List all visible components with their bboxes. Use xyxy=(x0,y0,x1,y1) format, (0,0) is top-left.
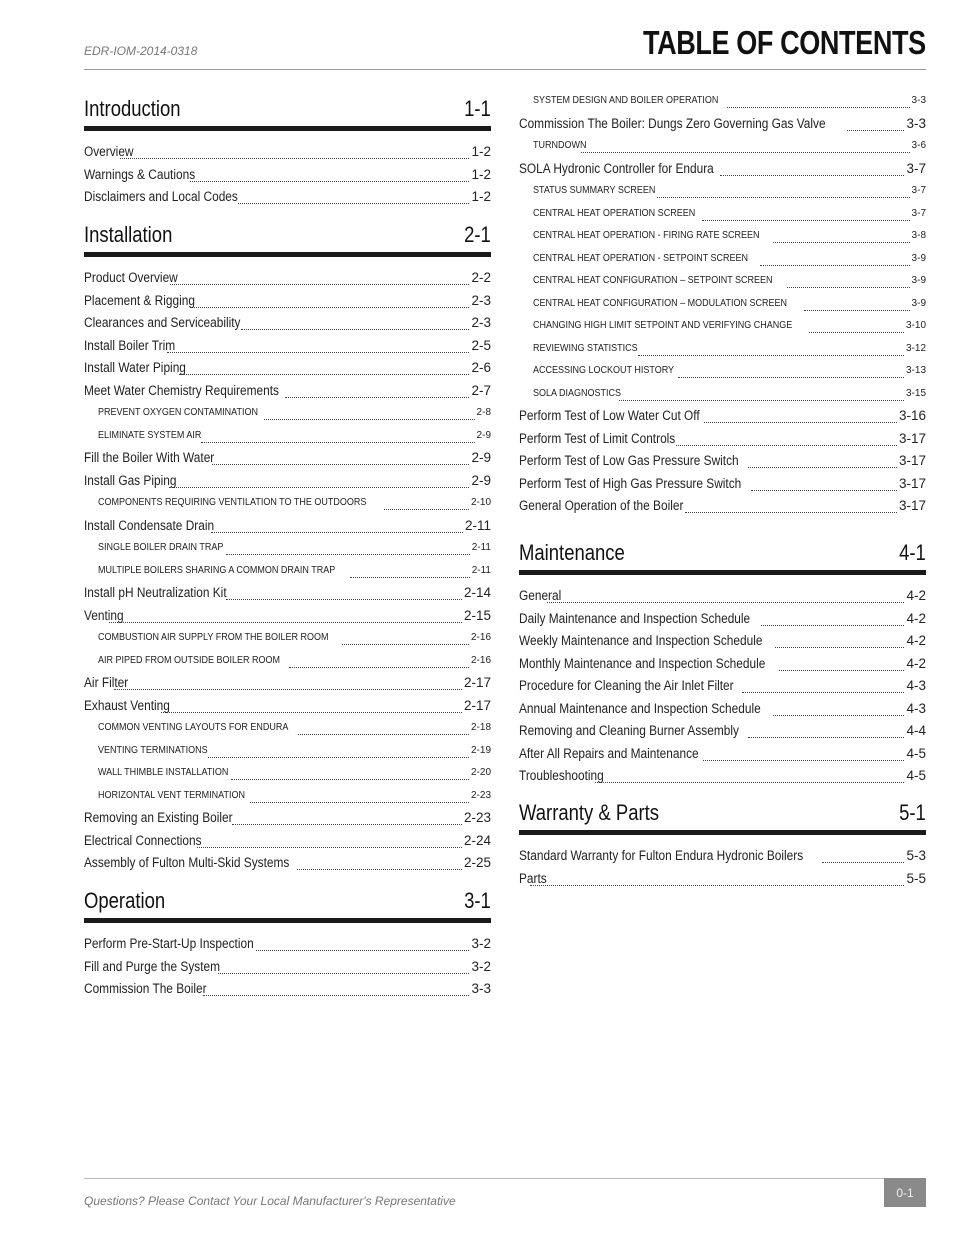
section-page-number: 3-1 xyxy=(464,888,491,913)
toc-entry-page: 2-10 xyxy=(470,497,491,508)
dot-leader xyxy=(702,220,910,221)
toc-entry-label: Exhaust Venting xyxy=(84,697,170,713)
dot-leader xyxy=(804,310,910,311)
toc-entry-label: Electrical Connections xyxy=(84,832,202,848)
toc-entry-page: 3-17 xyxy=(898,430,926,446)
section-title[interactable]: Warranty & Parts xyxy=(519,800,660,825)
section-title[interactable]: Introduction xyxy=(84,96,181,121)
toc-entry-label: Disclaimers and Local Codes xyxy=(84,189,238,204)
toc-entry-page: 2-17 xyxy=(463,675,491,690)
section-page-number: 2-1 xyxy=(464,222,491,247)
toc-entry-page: 4-2 xyxy=(906,655,926,671)
dot-leader xyxy=(676,445,897,446)
toc-entry-page: 2-6 xyxy=(471,360,491,375)
dot-leader xyxy=(256,950,469,951)
toc-entry-label: Overview xyxy=(84,144,134,159)
toc-subentry[interactable] xyxy=(533,320,926,336)
toc-entry-label: CENTRAL HEAT CONFIGURATION – SETPOINT SCREEN xyxy=(533,275,773,286)
dot-leader xyxy=(727,107,909,108)
dot-leader xyxy=(342,644,469,645)
dot-leader xyxy=(289,667,469,668)
toc-subentry[interactable] xyxy=(533,253,926,269)
toc-entry-label: COMPONENTS REQUIRING VENTILATION TO THE OUTDOORS xyxy=(98,497,367,508)
toc-entry-label: Troubleshooting xyxy=(519,768,604,783)
toc-entry-label: SOLA Hydronic Controller for Endura xyxy=(519,160,714,176)
toc-entry-label: Removing an Existing Boiler xyxy=(84,810,233,825)
toc-subentry[interactable] xyxy=(98,565,491,581)
toc-entry-label: Warnings & Cautions xyxy=(84,166,196,182)
toc-entry-page: 3-10 xyxy=(905,320,926,331)
toc-entry-label: SINGLE BOILER DRAIN TRAP xyxy=(98,542,224,553)
toc-entry-page: 4-5 xyxy=(906,768,926,783)
dot-leader xyxy=(822,862,905,863)
toc-entry-page: 2-24 xyxy=(463,832,491,848)
dot-leader xyxy=(226,599,462,600)
toc-entry-label: Fill the Boiler With Water xyxy=(84,450,215,465)
toc-entry[interactable] xyxy=(519,678,926,698)
toc-entry-page: 3-3 xyxy=(911,95,926,106)
toc-entry-page: 4-3 xyxy=(906,678,926,693)
toc-entry[interactable] xyxy=(84,675,491,695)
toc-entry[interactable] xyxy=(84,698,491,718)
toc-entry-label: Perform Test of Limit Controls xyxy=(519,430,676,446)
toc-entry-page: 3-9 xyxy=(911,297,926,309)
dot-leader xyxy=(619,400,904,401)
toc-entry-page: 1-2 xyxy=(471,144,491,159)
dot-leader xyxy=(226,554,470,555)
toc-entry-page: 3-2 xyxy=(471,936,491,951)
footer-contact-text: Questions? Please Contact Your Local Manufacturer's Representative xyxy=(84,1194,456,1208)
toc-entry-page: 2-9 xyxy=(471,472,491,488)
toc-entry-page: 3-2 xyxy=(471,958,491,974)
toc-entry-label: Removing and Cleaning Burner Assembly xyxy=(519,723,739,738)
toc-entry[interactable] xyxy=(84,855,491,875)
toc-entry-page: 3-7 xyxy=(906,160,926,176)
toc-entry[interactable] xyxy=(84,144,491,164)
toc-entry-page: 5-5 xyxy=(906,870,926,886)
toc-entry-label: ELIMINATE SYSTEM AIR xyxy=(98,429,202,441)
toc-entry-label: CENTRAL HEAT OPERATION SCREEN xyxy=(533,207,696,219)
toc-subentry[interactable] xyxy=(533,230,926,246)
dot-leader xyxy=(704,422,897,423)
toc-entry-label: TURNDOWN xyxy=(533,140,587,151)
toc-entry-label: Install pH Neutralization Kit xyxy=(84,585,227,600)
toc-subentry[interactable] xyxy=(98,542,491,558)
toc-entry[interactable] xyxy=(519,633,926,653)
dot-leader xyxy=(809,332,904,333)
toc-subentry[interactable] xyxy=(98,632,491,648)
toc-entry-page: 3-16 xyxy=(898,408,926,423)
toc-entry[interactable] xyxy=(519,746,926,766)
toc-entry-label: WALL THIMBLE INSTALLATION xyxy=(98,767,229,778)
toc-entry-label: Daily Maintenance and Inspection Schedule xyxy=(519,610,751,626)
toc-entry-page: 2-3 xyxy=(471,315,491,330)
toc-entry-label: Weekly Maintenance and Inspection Schedule xyxy=(519,633,763,648)
dot-leader xyxy=(773,715,904,716)
toc-entry-label: MULTIPLE BOILERS SHARING A COMMON DRAIN TRAP xyxy=(98,564,336,576)
dot-leader xyxy=(742,692,904,693)
section-page-number: 4-1 xyxy=(899,540,926,565)
section-heading xyxy=(519,538,926,575)
toc-entry[interactable] xyxy=(84,981,491,1001)
dot-leader xyxy=(114,689,462,690)
toc-entry-label: PREVENT OXYGEN CONTAMINATION xyxy=(98,407,259,418)
toc-entry-page: 2-20 xyxy=(470,767,491,778)
toc-entry-label: Commission The Boiler: Dungs Zero Governing Gas Valve xyxy=(519,115,826,131)
toc-entry-page: 4-3 xyxy=(906,700,926,716)
toc-entry-page: 2-16 xyxy=(470,654,491,666)
toc-subentry[interactable] xyxy=(98,497,491,513)
toc-subentry[interactable] xyxy=(533,388,926,404)
dot-leader xyxy=(212,464,470,465)
dot-leader xyxy=(685,512,897,513)
toc-subentry[interactable] xyxy=(98,407,491,423)
toc-entry-label: Perform Test of Low Water Cut Off xyxy=(519,408,700,423)
dot-leader xyxy=(530,885,904,886)
toc-entry[interactable] xyxy=(519,723,926,743)
section-title[interactable]: Maintenance xyxy=(519,540,625,565)
toc-entry-label: Procedure for Cleaning the Air Inlet Filter xyxy=(519,678,734,693)
section-page-number: 5-1 xyxy=(899,800,926,825)
toc-subentry[interactable] xyxy=(533,365,926,381)
section-page-number: 1-1 xyxy=(464,96,491,121)
toc-entry[interactable] xyxy=(84,270,491,290)
dot-leader xyxy=(250,802,469,803)
dot-leader xyxy=(547,602,905,603)
toc-entry-page: 3-12 xyxy=(905,342,926,354)
dot-leader xyxy=(748,467,897,468)
toc-entry-page: 4-2 xyxy=(906,588,926,603)
toc-entry-label: Install Boiler Trim xyxy=(84,337,176,353)
dot-leader xyxy=(847,130,904,131)
dot-leader xyxy=(179,374,469,375)
section-heading xyxy=(519,798,926,835)
dot-leader xyxy=(231,779,469,780)
toc-entry[interactable] xyxy=(519,116,926,136)
toc-entry-label: CENTRAL HEAT OPERATION - SETPOINT SCREEN xyxy=(533,252,749,264)
toc-entry[interactable] xyxy=(519,656,926,676)
toc-entry-label: Install Gas Piping xyxy=(84,472,177,488)
toc-entry-page: 2-19 xyxy=(470,744,491,756)
toc-entry-page: 2-18 xyxy=(470,722,491,733)
dot-leader xyxy=(190,181,470,182)
toc-entry-label: Annual Maintenance and Inspection Schedule xyxy=(519,700,761,716)
toc-entry-page: 4-2 xyxy=(906,633,926,648)
dot-leader xyxy=(761,625,904,626)
dot-leader xyxy=(581,152,910,153)
footer-divider xyxy=(84,1178,926,1179)
dot-leader xyxy=(285,397,469,398)
toc-entry[interactable] xyxy=(519,848,926,868)
dot-leader xyxy=(238,203,469,204)
toc-entry-page: 3-17 xyxy=(898,498,926,513)
toc-entry-page: 2-8 xyxy=(476,407,491,418)
toc-entry-page: 4-2 xyxy=(906,610,926,626)
toc-subentry[interactable] xyxy=(98,430,491,446)
dot-leader xyxy=(720,175,905,176)
toc-entry-page: 3-3 xyxy=(471,981,491,996)
toc-entry-page: 4-4 xyxy=(906,723,926,738)
dot-leader xyxy=(167,352,469,353)
toc-entry-label: Venting xyxy=(84,607,124,623)
dot-leader xyxy=(384,509,469,510)
toc-entry-label: COMMON VENTING LAYOUTS FOR ENDURA xyxy=(98,722,289,733)
toc-entry-page: 2-25 xyxy=(463,855,491,870)
dot-leader xyxy=(595,782,905,783)
toc-entry[interactable] xyxy=(519,588,926,608)
toc-subentry[interactable] xyxy=(98,722,491,738)
toc-entry[interactable] xyxy=(84,338,491,358)
toc-entry-label: Placement & Rigging xyxy=(84,292,195,308)
toc-entry-page: 2-14 xyxy=(463,585,491,600)
toc-entry[interactable] xyxy=(519,408,926,428)
dot-leader xyxy=(197,847,462,848)
dot-leader xyxy=(190,307,470,308)
toc-entry-label: Product Overview xyxy=(84,270,178,285)
toc-entry-page: 2-11 xyxy=(464,517,491,533)
dot-leader xyxy=(161,712,462,713)
dot-leader xyxy=(218,973,469,974)
section-title[interactable]: Installation xyxy=(84,222,173,247)
dot-leader xyxy=(748,737,904,738)
toc-entry-label: Standard Warranty for Fulton Endura Hydronic Boilers xyxy=(519,848,804,863)
toc-entry[interactable] xyxy=(84,959,491,979)
section-heading xyxy=(84,94,491,131)
dot-leader xyxy=(109,622,462,623)
dot-leader xyxy=(678,377,904,378)
toc-entry[interactable] xyxy=(84,167,491,187)
toc-subentry[interactable] xyxy=(533,140,926,156)
toc-entry-page: 1-2 xyxy=(471,166,491,182)
dot-leader xyxy=(297,869,462,870)
dot-leader xyxy=(208,757,469,758)
dot-leader xyxy=(203,995,470,996)
toc-entry[interactable] xyxy=(84,450,491,470)
toc-entry-label: Perform Pre-Start-Up Inspection xyxy=(84,936,254,951)
dot-leader xyxy=(773,242,910,243)
toc-entry-page: 2-23 xyxy=(470,789,491,801)
toc-entry-label: Perform Test of High Gas Pressure Switch xyxy=(519,475,742,491)
toc-entry-label: CENTRAL HEAT CONFIGURATION – MODULATION SCREEN xyxy=(533,297,788,309)
toc-entry-label: Parts xyxy=(519,870,547,886)
dot-leader xyxy=(169,487,470,488)
toc-entry-page: 2-11 xyxy=(471,542,491,553)
toc-subentry[interactable] xyxy=(533,275,926,291)
dot-leader xyxy=(703,760,905,761)
dot-leader xyxy=(241,329,469,330)
toc-entry[interactable] xyxy=(519,768,926,788)
toc-entry-label: After All Repairs and Maintenance xyxy=(519,745,699,761)
toc-entry[interactable] xyxy=(519,161,926,181)
section-heading xyxy=(84,220,491,257)
toc-entry[interactable] xyxy=(519,611,926,631)
toc-entry-label: HORIZONTAL VENT TERMINATION xyxy=(98,789,246,801)
toc-subentry[interactable] xyxy=(98,767,491,783)
toc-entry[interactable] xyxy=(84,293,491,313)
toc-entry[interactable] xyxy=(84,833,491,853)
dot-leader xyxy=(232,824,462,825)
toc-entry[interactable] xyxy=(519,476,926,496)
toc-entry-label: COMBUSTION AIR SUPPLY FROM THE BOILER ROOM xyxy=(98,632,329,643)
toc-entry-page: 5-3 xyxy=(906,848,926,863)
section-title[interactable]: Operation xyxy=(84,888,166,913)
toc-entry-label: Commission The Boiler xyxy=(84,981,207,996)
toc-entry-page: 4-5 xyxy=(906,745,926,761)
toc-entry[interactable] xyxy=(84,189,491,209)
page-number-badge: 0-1 xyxy=(884,1178,926,1207)
dot-leader xyxy=(751,490,897,491)
toc-entry-page: 3-6 xyxy=(911,140,926,151)
toc-entry[interactable] xyxy=(519,498,926,518)
dot-leader xyxy=(657,197,909,198)
dot-leader xyxy=(760,265,909,266)
dot-leader xyxy=(775,647,904,648)
toc-entry-label: Install Water Piping xyxy=(84,360,186,375)
toc-entry-page: 2-15 xyxy=(463,607,491,623)
toc-entry-page: 3-9 xyxy=(911,275,926,286)
toc-entry-label: Clearances and Serviceability xyxy=(84,315,241,330)
dot-leader xyxy=(638,355,904,356)
toc-entry-label: ACCESSING LOCKOUT HISTORY xyxy=(533,365,675,376)
toc-entry[interactable] xyxy=(84,810,491,830)
toc-entry-page: 3-3 xyxy=(906,115,926,131)
toc-entry-page: 2-23 xyxy=(463,810,491,825)
toc-entry-label: STATUS SUMMARY SCREEN xyxy=(533,185,656,196)
dot-leader xyxy=(201,442,474,443)
toc-entry[interactable] xyxy=(84,360,491,380)
toc-entry[interactable] xyxy=(84,585,491,605)
page-title: TABLE OF CONTENTS xyxy=(643,24,926,61)
toc-entry[interactable] xyxy=(84,608,491,628)
toc-entry-label: REVIEWING STATISTICS xyxy=(533,342,638,354)
toc-entry-page: 3-17 xyxy=(898,453,926,468)
toc-entry-label: General xyxy=(519,588,562,603)
dot-leader xyxy=(211,532,463,533)
dot-leader xyxy=(170,284,469,285)
toc-entry-page: 2-9 xyxy=(471,450,491,465)
toc-entry-label: Monthly Maintenance and Inspection Schedule xyxy=(519,655,766,671)
toc-entry[interactable] xyxy=(519,453,926,473)
toc-entry-label: Meet Water Chemistry Requirements xyxy=(84,382,279,398)
toc-subentry[interactable] xyxy=(533,185,926,201)
toc-entry-label: Perform Test of Low Gas Pressure Switch xyxy=(519,453,739,468)
toc-entry-label: AIR PIPED FROM OUTSIDE BOILER ROOM xyxy=(98,654,281,666)
toc-entry-label: Fill and Purge the System xyxy=(84,958,221,974)
dot-leader xyxy=(350,577,470,578)
header-divider xyxy=(84,69,926,70)
toc-entry-label: Assembly of Fulton Multi-Skid Systems xyxy=(84,855,290,870)
toc-entry-page: 2-3 xyxy=(471,292,491,308)
toc-subentry[interactable] xyxy=(98,790,491,806)
dot-leader xyxy=(120,158,470,159)
dot-leader xyxy=(787,287,909,288)
toc-subentry[interactable] xyxy=(98,745,491,761)
section-heading xyxy=(84,886,491,923)
toc-entry-label: CHANGING HIGH LIMIT SETPOINT AND VERIFYING CHANGE xyxy=(533,320,793,331)
document-code: EDR-IOM-2014-0318 xyxy=(84,44,198,58)
toc-subentry[interactable] xyxy=(533,208,926,224)
toc-entry[interactable] xyxy=(519,871,926,891)
toc-entry-label: General Operation of the Boiler xyxy=(519,498,684,513)
toc-entry-page: 3-13 xyxy=(905,365,926,376)
toc-entry-page: 3-17 xyxy=(898,475,926,491)
toc-entry-label: SYSTEM DESIGN AND BOILER OPERATION xyxy=(533,95,719,106)
dot-leader xyxy=(264,419,474,420)
dot-leader xyxy=(298,734,469,735)
toc-entry-page: 2-2 xyxy=(471,270,491,285)
toc-entry[interactable] xyxy=(84,315,491,335)
toc-subentry[interactable] xyxy=(533,95,926,111)
toc-entry-label: Install Condensate Drain xyxy=(84,517,215,533)
toc-entry-page: 2-17 xyxy=(463,697,491,713)
toc-subentry[interactable] xyxy=(533,343,926,359)
toc-entry[interactable] xyxy=(519,701,926,721)
toc-entry[interactable] xyxy=(519,431,926,451)
toc-entry-page: 2-7 xyxy=(471,382,491,398)
toc-subentry[interactable] xyxy=(533,298,926,314)
toc-entry-page: 3-9 xyxy=(911,252,926,264)
toc-entry-page: 2-16 xyxy=(470,632,491,643)
toc-entry[interactable] xyxy=(84,473,491,493)
toc-entry-page: 3-7 xyxy=(911,207,926,219)
toc-entry-page: 2-9 xyxy=(476,429,491,441)
toc-entry-page: 3-15 xyxy=(905,387,926,399)
toc-entry[interactable] xyxy=(84,936,491,956)
toc-entry-page: 1-2 xyxy=(471,189,491,204)
dot-leader xyxy=(779,670,905,671)
toc-entry-label: VENTING TERMINATIONS xyxy=(98,744,208,756)
toc-entry-label: SOLA DIAGNOSTICS xyxy=(533,387,622,399)
toc-entry-page: 3-7 xyxy=(911,185,926,196)
toc-entry[interactable] xyxy=(84,383,491,403)
toc-entry-page: 2-11 xyxy=(471,564,491,576)
toc-entry-page: 2-5 xyxy=(471,337,491,353)
toc-entry-label: Air Filter xyxy=(84,675,129,690)
toc-subentry[interactable] xyxy=(98,655,491,671)
toc-entry[interactable] xyxy=(84,518,491,538)
toc-entry-page: 3-8 xyxy=(911,230,926,241)
toc-entry-label: CENTRAL HEAT OPERATION - FIRING RATE SCREEN xyxy=(533,230,760,241)
